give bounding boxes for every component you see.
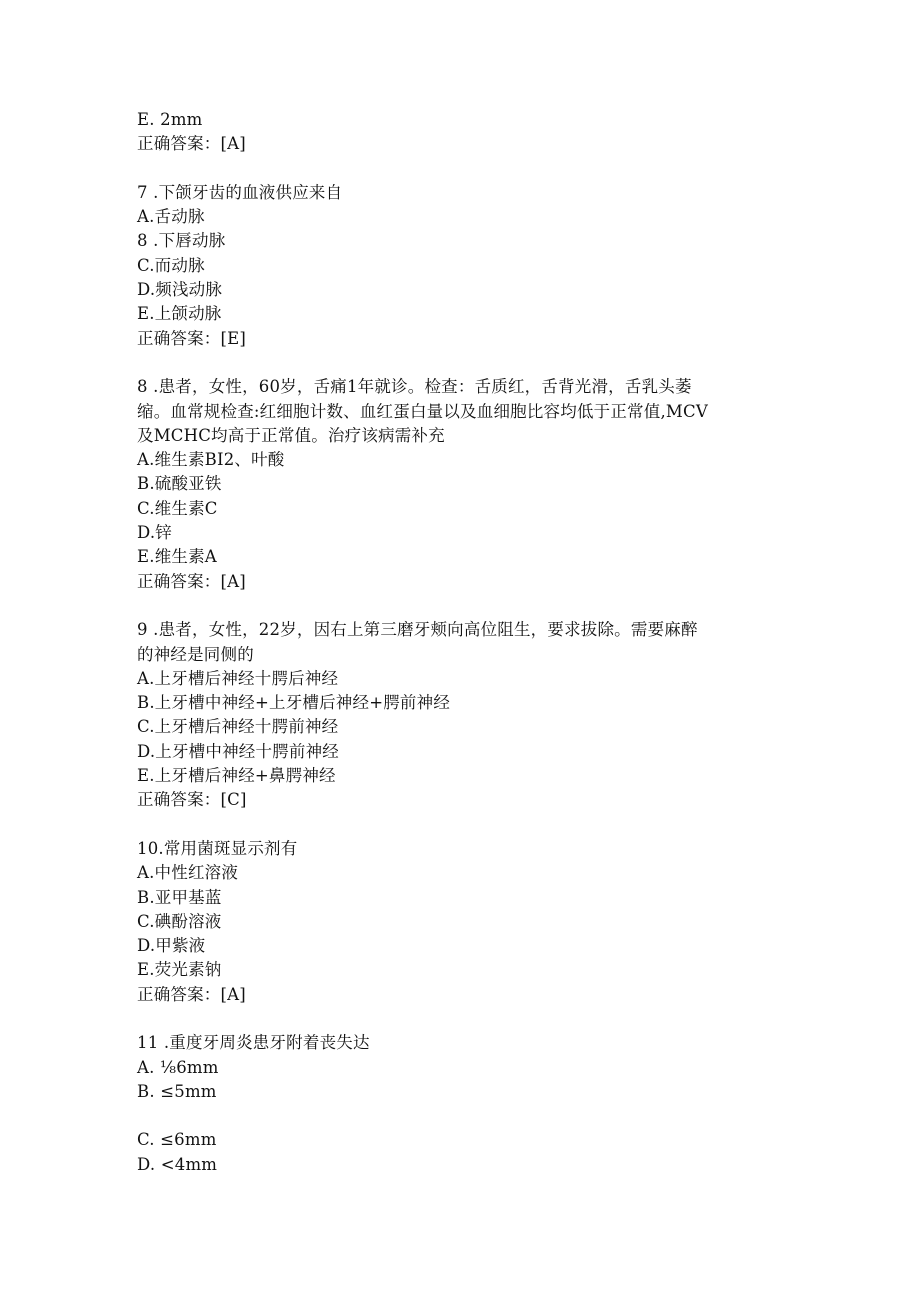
option-a: A. ⅛6mm bbox=[137, 1057, 219, 1077]
correct-answer: 正确答案：[A] bbox=[137, 134, 246, 154]
question-stem: 7 .下颌牙齿的血液供应来自 bbox=[137, 182, 343, 202]
correct-answer: 正确答案：[E] bbox=[137, 328, 247, 348]
correct-answer: 正确答案：[A] bbox=[137, 571, 246, 591]
option-d: D.频浅动脉 bbox=[137, 280, 223, 300]
option-d: D.锌 bbox=[137, 523, 172, 543]
option-c: C.维生素C bbox=[137, 498, 218, 518]
option-e: E.荧光素钠 bbox=[137, 960, 222, 980]
option-c: C.碘酚溶液 bbox=[137, 911, 222, 931]
option-b: B.亚甲基蓝 bbox=[137, 887, 222, 907]
option-c: C. ≤6mm bbox=[137, 1130, 217, 1150]
option-c: C.上牙槽后神经十腭前神经 bbox=[137, 717, 339, 737]
option-b: B. ≤5mm bbox=[137, 1081, 217, 1101]
spacer bbox=[137, 1104, 797, 1128]
option-e: E. 2mm bbox=[137, 110, 203, 129]
option-a: A.上牙槽后神经十腭后神经 bbox=[137, 668, 339, 688]
question-8 bbox=[137, 375, 797, 594]
question-stem-line-3: 及MCHC均高于正常值。治疗该病需补充 bbox=[137, 425, 445, 445]
option-b: B.上牙槽中神经+上牙槽后神经+腭前神经 bbox=[137, 693, 451, 713]
option-a: A.舌动脉 bbox=[137, 207, 205, 227]
correct-answer: 正确答案：[A] bbox=[137, 984, 246, 1004]
option-d: D.甲紫液 bbox=[137, 936, 206, 956]
question-stem-line-2: 缩。血常规检查:红细胞计数、血红蛋白量以及血细胞比容均低于正常值,MCV bbox=[137, 401, 708, 421]
option-e: E.维生素A bbox=[137, 547, 217, 567]
spacer bbox=[137, 157, 797, 181]
option-a: A.中性红溶液 bbox=[137, 863, 239, 883]
option-e: E.上颌动脉 bbox=[137, 304, 222, 324]
question-stem-line-1: 9 .患者，女性，22岁，因右上第三磨牙颊向高位阻生，要求拔除。需要麻醉 bbox=[137, 620, 698, 640]
question-stem: 11 .重度牙周炎患牙附着丧失达 bbox=[137, 1033, 370, 1053]
option-d: D. <4mm bbox=[137, 1154, 218, 1174]
question-stem: 10.常用菌斑显示剂有 bbox=[137, 838, 298, 858]
question-stem-line-1: 8 .患者，女性，60岁，舌痛1年就诊。检查：舌质红，舌背光滑，舌乳头萎 bbox=[137, 377, 692, 397]
spacer bbox=[137, 813, 797, 837]
option-b: 8 .下唇动脉 bbox=[137, 231, 226, 251]
correct-answer: 正确答案：[C] bbox=[137, 790, 247, 810]
option-d: D.上牙槽中神经十腭前神经 bbox=[137, 741, 339, 761]
option-a: A.维生素BI2、叶酸 bbox=[137, 450, 285, 470]
question-10 bbox=[137, 837, 797, 1007]
question-6-tail bbox=[137, 108, 797, 157]
question-11-continued bbox=[137, 1128, 797, 1177]
spacer bbox=[137, 1007, 797, 1031]
question-9 bbox=[137, 618, 797, 812]
document-body bbox=[137, 108, 797, 1177]
option-e: E.上牙槽后神经+鼻腭神经 bbox=[137, 766, 336, 786]
option-c: C.而动脉 bbox=[137, 255, 205, 275]
spacer bbox=[137, 594, 797, 618]
option-b: B.硫酸亚铁 bbox=[137, 474, 222, 494]
question-stem-line-2: 的神经是同侧的 bbox=[137, 644, 254, 664]
question-11 bbox=[137, 1031, 797, 1104]
question-7 bbox=[137, 181, 797, 351]
spacer bbox=[137, 351, 797, 375]
